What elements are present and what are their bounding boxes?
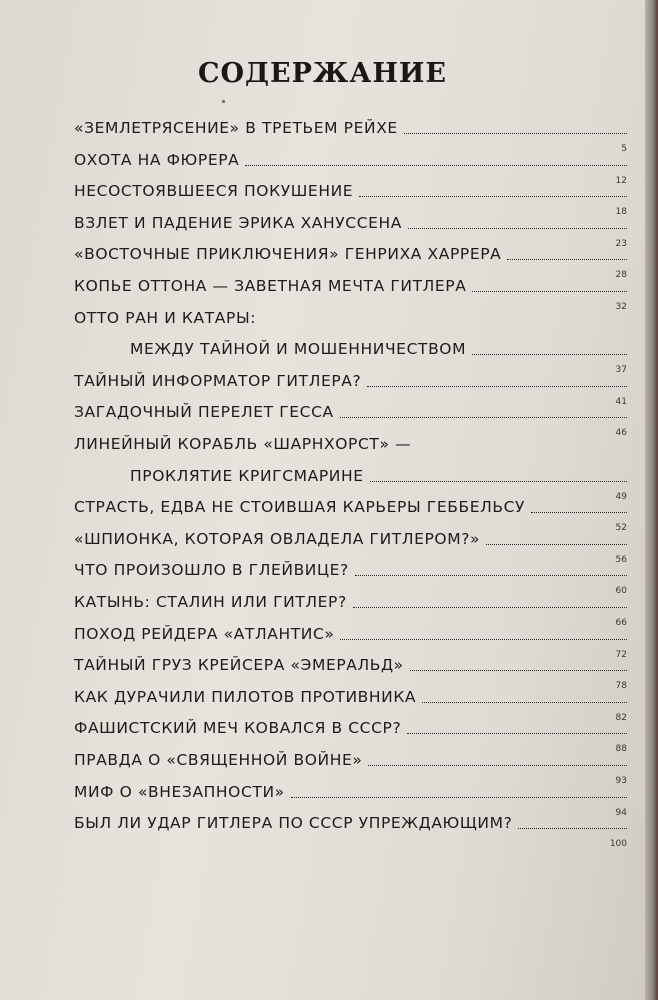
toc-entry (74, 813, 627, 850)
dot-leader (245, 165, 627, 166)
toc-entry-line (74, 497, 627, 517)
toc-entry-title: ЧТО ПРОИЗОШЛО В ГЛЕЙВИЦЕ? (74, 561, 349, 580)
toc-entry-title: ЗАГАДОЧНЫЙ ПЕРЕЛЕТ ГЕССА (74, 403, 334, 422)
toc-entry-line (74, 150, 627, 170)
toc-entry (74, 434, 627, 502)
toc-entry (74, 213, 627, 249)
toc-page-number: 78 (615, 681, 627, 692)
toc-page-number: 32 (615, 302, 627, 312)
toc-page-number: 12 (615, 175, 627, 186)
toc-entry-line (74, 371, 627, 391)
toc-page-number: 60 (615, 586, 627, 597)
dot-leader (486, 544, 627, 545)
toc-page-number: 41 (615, 396, 627, 407)
toc-page-number: 49 (615, 491, 627, 502)
toc-entry-title: ВЗЛЕТ И ПАДЕНИЕ ЭРИКА ХАНУССЕНА (74, 213, 402, 232)
toc-entry-line (74, 718, 627, 738)
toc-entry-title: ОХОТА НА ФЮРЕРА (74, 150, 240, 169)
toc-entry (74, 529, 627, 565)
toc-entry-line (74, 655, 627, 675)
toc-entry-title: МИФ О «ВНЕЗАПНОСТИ» (74, 782, 285, 801)
toc-page-number: 56 (615, 554, 627, 565)
toc-entry-line (74, 213, 627, 233)
toc-entry-line (74, 276, 627, 296)
toc-entry-line (74, 244, 627, 264)
dot-leader (507, 259, 627, 260)
toc-entry-title: ПРАВДА О «СВЯЩЕННОЙ ВОЙНЕ» (74, 751, 363, 769)
toc-entry-title: ТАЙНЫЙ ИНФОРМАТОР ГИТЛЕРА? (74, 371, 362, 390)
toc-entry (74, 402, 627, 439)
toc-page-number: 46 (615, 428, 627, 439)
toc-entry-title: МЕЖДУ ТАЙНОЙ И МОШЕННИЧЕСТВОМ (130, 340, 467, 359)
toc-page-number: 72 (615, 649, 627, 660)
dot-leader (368, 765, 627, 766)
toc-entry-line (74, 592, 627, 612)
toc-entry (74, 497, 627, 534)
toc-entry (74, 308, 627, 376)
dot-leader (370, 481, 627, 482)
book-spine-edge (645, 0, 658, 1000)
dot-leader (531, 512, 627, 513)
toc-entry-line (74, 466, 627, 486)
toc-entry (74, 655, 627, 692)
toc-page-number: 28 (615, 270, 627, 281)
toc-entry-line (74, 339, 627, 359)
dot-leader (340, 639, 627, 640)
toc-entry-title: БЫЛ ЛИ УДАР ГИТЛЕРА ПО СССР УПРЕЖДАЮЩИМ? (74, 814, 513, 833)
toc-entry (74, 624, 627, 660)
dot-leader (340, 417, 627, 418)
dot-leader (353, 607, 627, 608)
dot-leader (404, 133, 627, 134)
toc-page-number: 100 (609, 839, 627, 850)
toc-page-number: 94 (615, 807, 627, 818)
dot-leader (422, 702, 627, 703)
toc-entry (74, 687, 627, 723)
toc-entry (74, 181, 627, 218)
toc-entry-title: КОПЬЕ ОТТОНА — ЗАВЕТНАЯ МЕЧТА ГИТЛЕРА (74, 277, 467, 295)
dot-leader (518, 828, 627, 829)
toc-entry-title: ЛИНЕЙНЫЙ КОРАБЛЬ «ШАРНХОРСТ» — (74, 435, 412, 453)
toc-entry-line (74, 624, 627, 644)
toc-entry (74, 560, 627, 597)
dot-leader (408, 228, 627, 229)
toc-entry (74, 150, 627, 186)
dot-leader (367, 386, 627, 387)
toc-page-number: 18 (615, 207, 627, 218)
toc-entry-line (74, 687, 627, 707)
toc-entry (74, 750, 627, 786)
toc-page-number: 52 (615, 523, 627, 534)
toc-entry-line (74, 813, 627, 833)
toc-page-number: 66 (615, 618, 627, 628)
toc-page-number: 23 (615, 238, 627, 249)
toc-entry-title: «ШПИОНКА, КОТОРАЯ ОВЛАДЕЛА ГИТЛЕРОМ?» (74, 529, 481, 548)
toc-page-number: 5 (621, 144, 627, 154)
toc-entry-title: КАТЫНЬ: СТАЛИН ИЛИ ГИТЛЕР? (74, 593, 347, 611)
dot-leader (359, 196, 627, 197)
dot-leader (291, 797, 627, 798)
toc-entry-title: СТРАСТЬ, ЕДВА НЕ СТОИВШАЯ КАРЬЕРЫ ГЕББЕЛЬСУ (74, 498, 526, 517)
toc-entry-line (74, 402, 627, 422)
toc-entry-title: «ЗЕМЛЕТРЯСЕНИЕ» В ТРЕТЬЕМ РЕЙХЕ (74, 119, 398, 137)
toc-entry-line (74, 782, 627, 802)
dot-leader (355, 575, 627, 576)
toc-entry-line (74, 750, 627, 770)
toc-entry-title: ПРОКЛЯТИЕ КРИГСМАРИНЕ (130, 466, 364, 485)
toc-entry-line (74, 434, 627, 454)
dot-leader (472, 291, 627, 292)
page-title: СОДЕРЖАНИЕ (198, 58, 447, 89)
toc-entry (74, 371, 627, 407)
toc-entry (74, 118, 627, 154)
toc-entry-title: НЕСОСТОЯВШЕЕСЯ ПОКУШЕНИЕ (74, 182, 354, 201)
toc-entry-line (74, 118, 627, 138)
toc-entry-title: КАК ДУРАЧИЛИ ПИЛОТОВ ПРОТИВНИКА (74, 687, 417, 706)
toc-page-number: 88 (615, 744, 627, 755)
toc-entry-line (74, 560, 627, 580)
toc-entry-title: ПОХОД РЕЙДЕРА «АТЛАНТИС» (74, 624, 335, 643)
toc-page-number: 82 (615, 712, 627, 723)
toc-page-number: 37 (615, 365, 627, 376)
toc-entry-line (74, 529, 627, 549)
toc-entry-title: «ВОСТОЧНЫЕ ПРИКЛЮЧЕНИЯ» ГЕНРИХА ХАРРЕРА (74, 245, 502, 264)
dot-leader (410, 670, 627, 671)
toc-entry (74, 592, 627, 628)
toc-entry-title: ФАШИСТСКИЙ МЕЧ КОВАЛСЯ В СССР? (74, 719, 402, 738)
dot-leader (472, 354, 627, 355)
toc-entry-line (74, 181, 627, 201)
toc-entry (74, 244, 627, 281)
toc-entry-line (74, 308, 627, 328)
dot-leader (407, 733, 627, 734)
toc-entry (74, 782, 627, 818)
toc-entry-title: ОТТО РАН И КАТАРЫ: (74, 308, 257, 327)
toc-entry (74, 718, 627, 755)
toc-page-number: 93 (615, 776, 627, 786)
toc-entry (74, 276, 627, 312)
toc-entry-title: ТАЙНЫЙ ГРУЗ КРЕЙСЕРА «ЭМЕРАЛЬД» (74, 656, 404, 675)
